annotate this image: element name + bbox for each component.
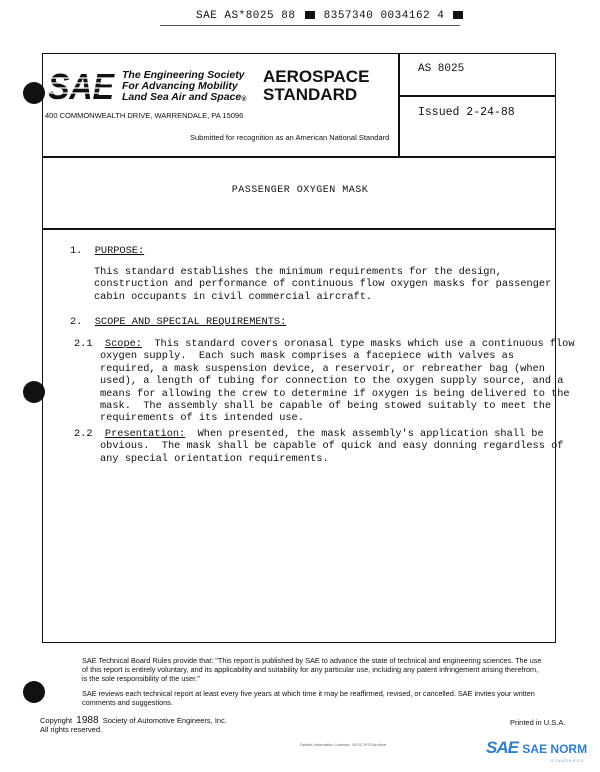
section-2-title: SCOPE AND SPECIAL REQUIREMENTS: [94,316,287,328]
small-print: Details Information Licensor: 18 01 1970 Archive [300,742,387,747]
section-2-2-text: obvious. The mask shall be capable of quick and easy donning regardless of any special orientation requirements. [100,440,564,465]
footer-rules: SAE Technical Board Rules provide that: "This report is published by SAE to advance the state of technical and engineering sciences. The use of this report is entirely voluntary, and its applicability and suitability for any particular use, including any patent infringement arising therefrom, is the sole responsibility of the user." [82,656,542,683]
copyright [40,716,227,734]
submitted-note: Submitted for recognition as an American National Standard [190,133,390,142]
sae-logo-text: SAE [48,68,115,104]
section-1-text: This standard establishes the minimum requirements for the design, construction and performance of continuous flow oxygen masks for passenger cabin occupants in civil commercial aircraft. [94,266,552,303]
section-2-2-title: Presentation: [104,428,186,440]
section-2-1 [74,338,575,425]
society-line-1: The Engineering Society [122,69,245,81]
society-line-3: Land Sea Air and Space® [122,91,247,103]
section-2-2-number: 2.2 [74,428,93,440]
copyright-label: Copyright [40,716,73,725]
header-rule-bottom [42,156,556,158]
registered-mark: ® [241,96,247,103]
standard-type-line-1: AEROSPACE [263,67,370,86]
copyright-year: 1988 [76,715,99,726]
scan-block-mark [305,11,315,19]
sae-logo-icon [48,68,116,104]
footer-notes [82,656,542,713]
society-address: 400 COMMONWEALTH DRIVE, WARRENDALE, PA 15096 [45,111,244,120]
scan-block-mark [453,11,463,19]
watermark-text: SAE NORM [522,742,588,756]
header-divider [398,53,400,157]
issue-date: Issued 2-24-88 [418,106,515,119]
footer-review: SAE reviews each technical report at least every five years at which time it may be reaffirmed, revised, or cancelled. SAE invites your written comments and suggestions. [82,689,535,707]
section-2-1-title: Scope: [104,338,142,350]
society-line-2: For Advancing Mobility [122,80,238,92]
section-2-1-number: 2.1 [74,338,93,350]
printed-in: Printed in U.S.A. [510,718,566,727]
document-number: AS 8025 [418,63,465,75]
standard-type [263,68,369,104]
scan-header-middle: 8357340 0034162 4 [323,10,445,22]
copyright-owner: Society of Automotive Engineers, Inc. [102,716,227,725]
title-rule-bottom [42,228,556,230]
document-title: PASSENGER OXYGEN MASK [231,185,369,196]
section-1-heading [70,245,144,257]
watermark-subtext: STANDARDS [550,758,584,763]
section-2-1-first-line: This standard covers oronasal type masks which use a continuous flow [141,338,575,350]
sae-norm-watermark [486,738,596,768]
header-rule-right [398,95,556,97]
section-2-2-first-line: When presented, the mask assembly's application shall be [185,428,544,440]
section-1-number: 1. [70,245,83,257]
society-name [122,70,246,105]
standard-type-line-2: STANDARD [263,85,358,104]
watermark-logo: SAE [486,738,518,757]
scan-header-left: SAE AS*8025 88 [196,10,296,22]
scan-header-rule [160,25,460,26]
section-2-heading [70,316,286,328]
section-2-1-text: oxygen supply. Each such mask comprises a facepiece with valves as required, a mask suspension device, a reservoir, or rebreather bag (when used), a length of tubing for connection to the oxygen supply source, and a means for allowing the crew to determine if oxygen is being delivered to the mask. The assembly shall be capable of being stowed suitably to meet the requirements of its intended use. [100,350,570,425]
scan-header [196,10,465,22]
punch-hole-bottom [23,681,45,703]
section-2-number: 2. [70,316,83,328]
rights-reserved: All rights reserved. [40,725,103,734]
section-1-title: PURPOSE: [94,245,145,257]
section-2-2 [74,428,563,465]
